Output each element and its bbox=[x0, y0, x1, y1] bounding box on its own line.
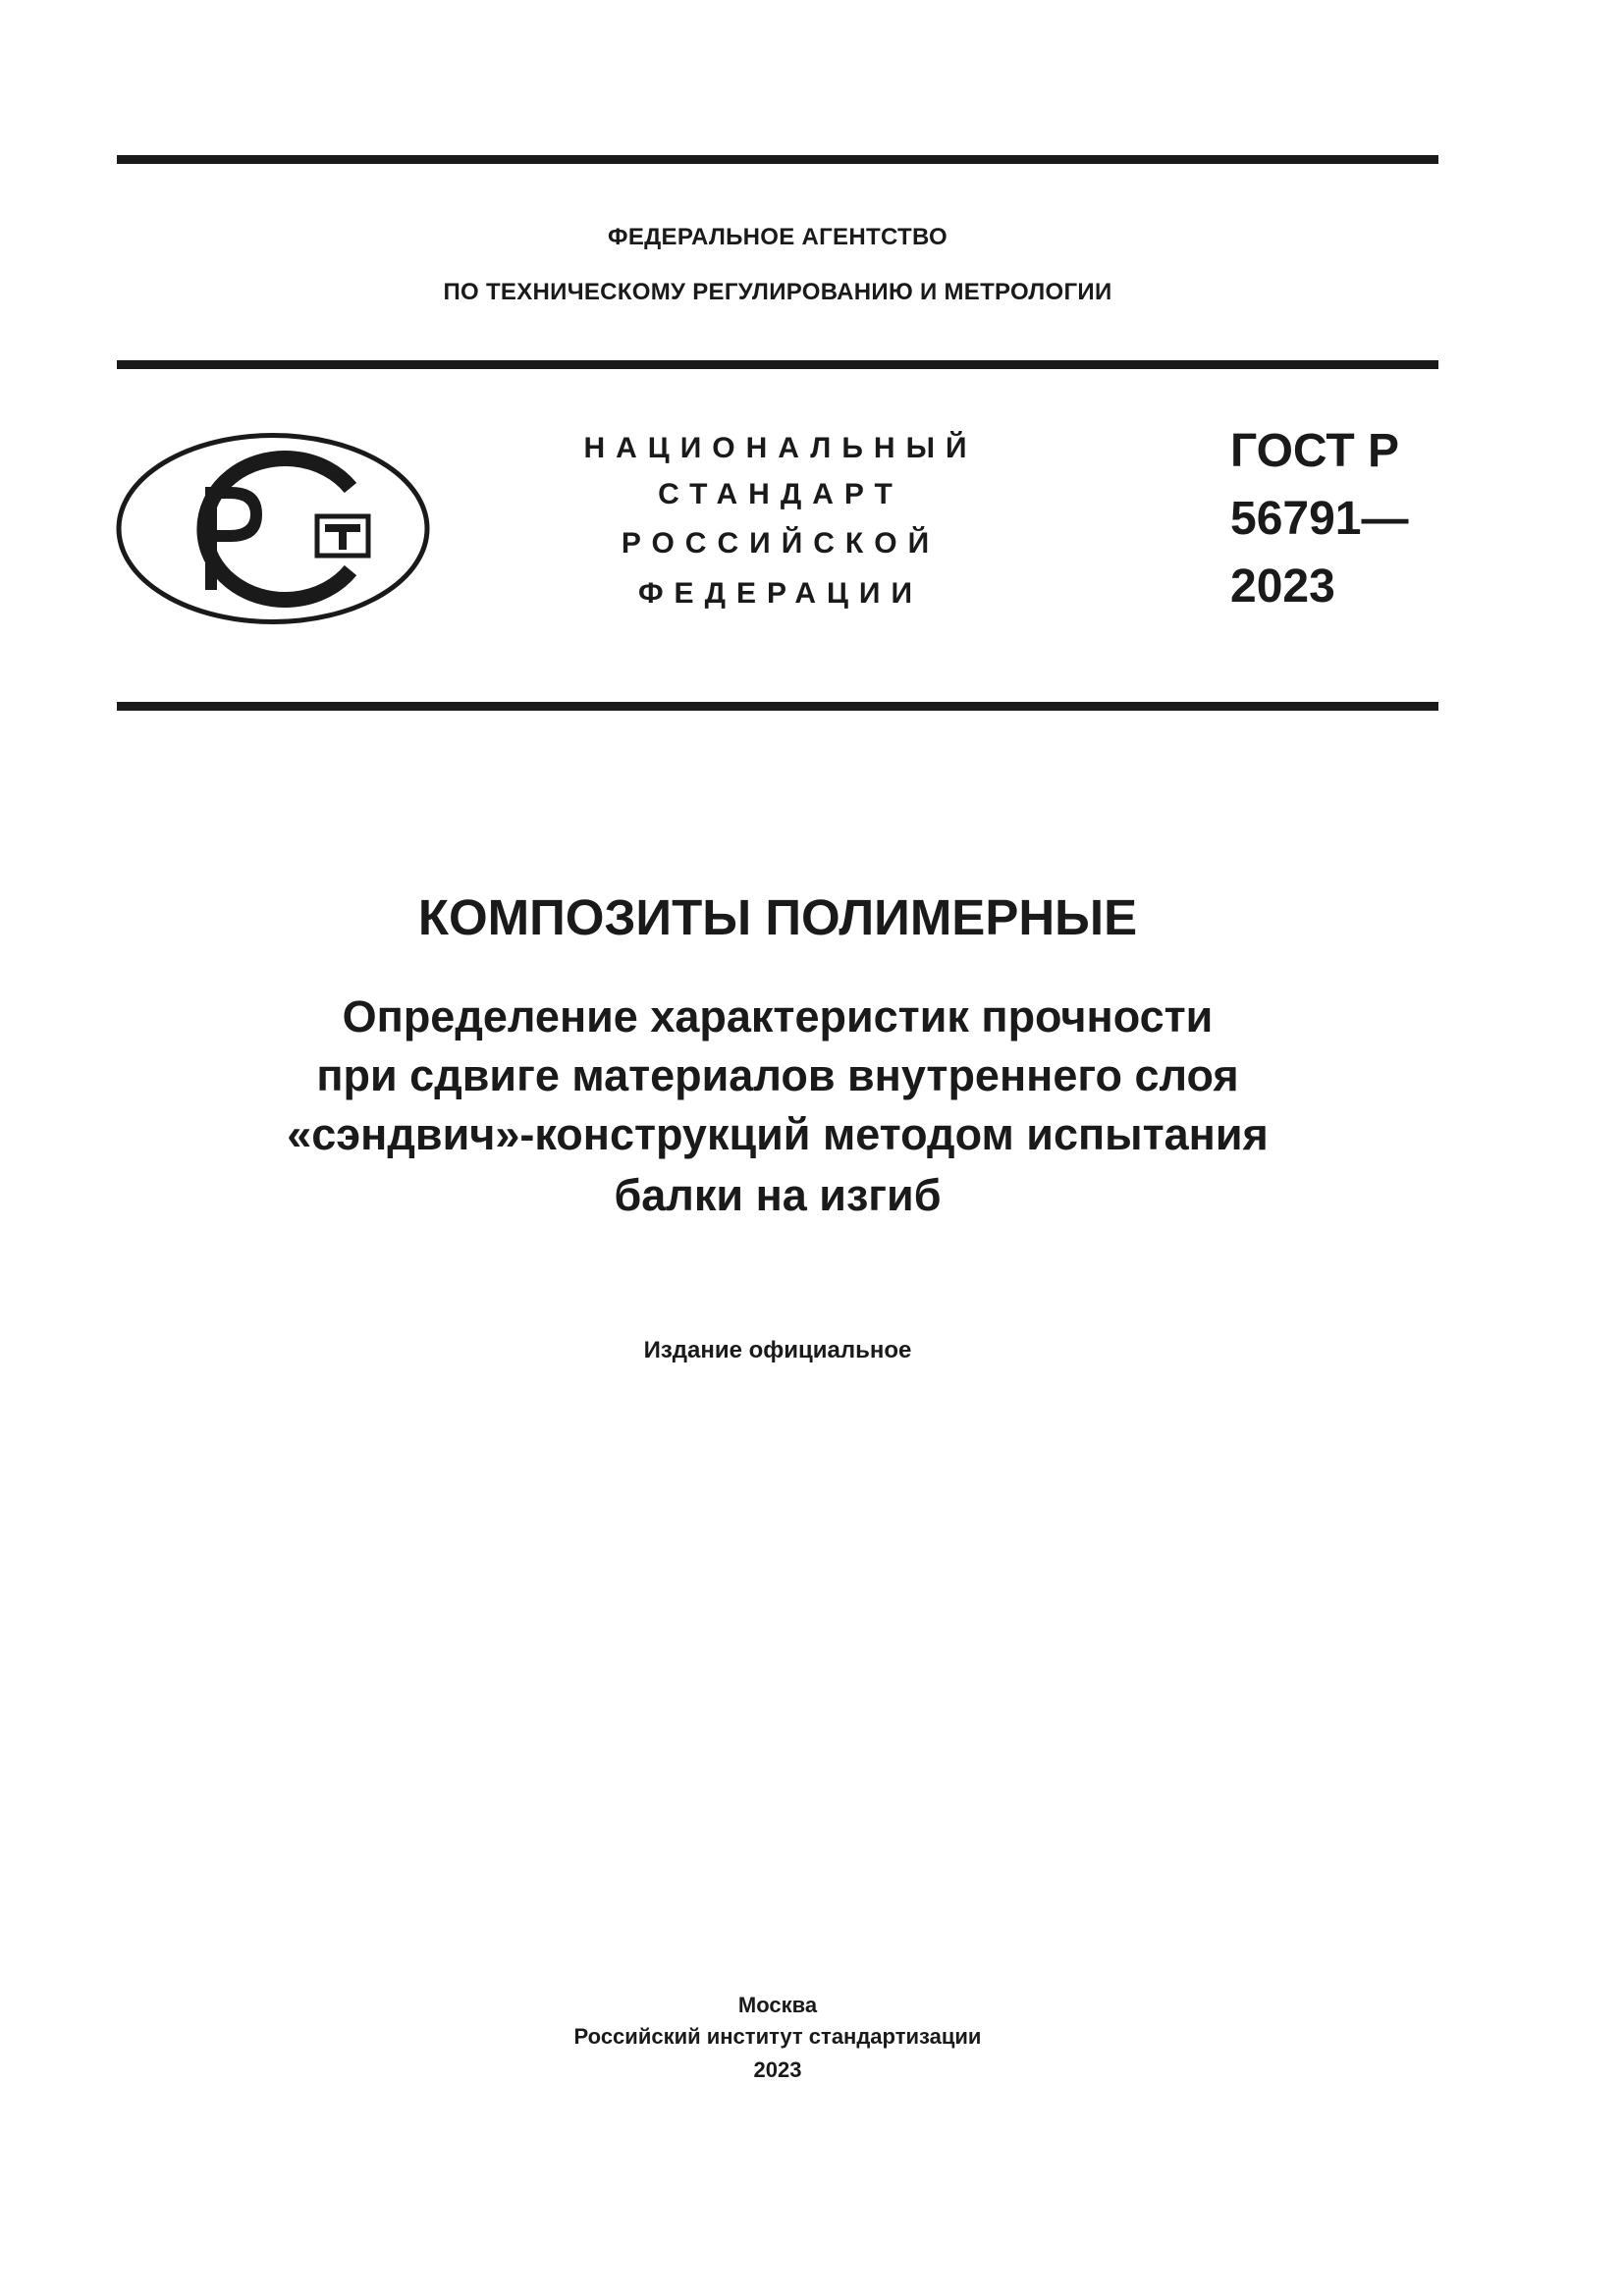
standard-label-line-1: НАЦИОНАЛЬНЫЙ bbox=[583, 432, 978, 464]
standard-label-line-4: ФЕДЕРАЦИИ bbox=[637, 577, 924, 610]
standard-label-line-2: СТАНДАРТ bbox=[658, 478, 903, 510]
title-block-rule bbox=[117, 702, 1438, 711]
designation-line-1: ГОСТ Р bbox=[1230, 425, 1400, 477]
edition-note: Издание официальное bbox=[643, 1337, 912, 1363]
standard-label-line-3: РОССИЙСКОЙ bbox=[621, 527, 941, 560]
imprint-city: Москва bbox=[737, 1993, 818, 2017]
rst-mark-logo bbox=[115, 431, 431, 626]
subtitle-line-4: балки на изгиб bbox=[614, 1170, 942, 1220]
designation-line-3: 2023 bbox=[1230, 561, 1335, 613]
document-title: КОМПОЗИТЫ ПОЛИМЕРНЫЕ bbox=[417, 889, 1138, 945]
agency-name-line-2: ПО ТЕХНИЧЕСКОМУ РЕГУЛИРОВАНИЮ И МЕТРОЛОГИИ bbox=[443, 279, 1112, 305]
agency-name-line-1: ФЕДЕРАЛЬНОЕ АГЕНТСТВО bbox=[608, 224, 947, 250]
imprint-year: 2023 bbox=[753, 2057, 802, 2082]
subtitle-line-2: при сдвиге материалов внутреннего слоя bbox=[316, 1050, 1239, 1100]
top-rule bbox=[117, 155, 1438, 164]
imprint-publisher: Российский институт стандартизации bbox=[573, 2024, 982, 2049]
designation-line-2: 56791— bbox=[1230, 493, 1409, 545]
subtitle-line-1: Определение характеристик прочности bbox=[342, 991, 1214, 1041]
subtitle-line-3: «сэндвич»-конструкций методом испытания bbox=[287, 1109, 1269, 1159]
header-rule bbox=[117, 360, 1438, 369]
